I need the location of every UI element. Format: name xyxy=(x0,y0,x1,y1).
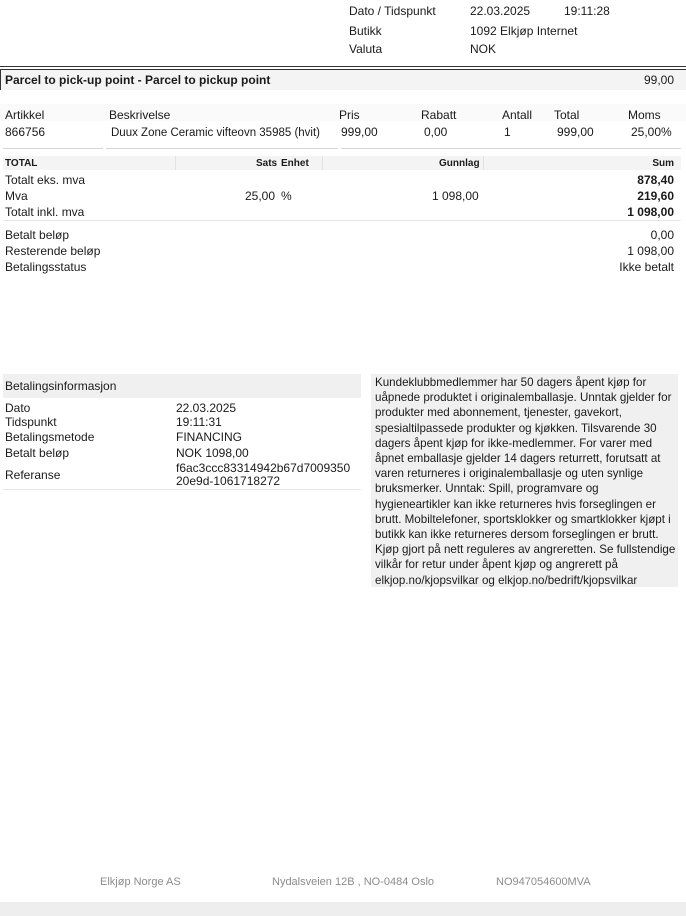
row-discount: 0,00 xyxy=(424,125,448,139)
totals-header-bg xyxy=(3,156,681,170)
divider xyxy=(483,156,484,170)
vat-rate: 25,00 xyxy=(245,189,276,203)
remaining-label: Resterende beløp xyxy=(5,244,101,258)
col-article: Artikkel xyxy=(5,108,45,122)
footer-org-number: NO947054600MVA xyxy=(496,876,591,888)
payment-info-title: Betalingsinformasjon xyxy=(5,379,117,393)
divider xyxy=(106,148,338,149)
pi-reference-label: Referanse xyxy=(5,468,61,482)
remaining-value: 1 098,00 xyxy=(627,244,674,258)
divider xyxy=(322,156,323,170)
divider xyxy=(3,220,681,221)
currency-label: Valuta xyxy=(349,42,383,56)
vat-basis: 1 098,00 xyxy=(432,189,479,203)
footer-company: Elkjøp Norge AS xyxy=(100,876,181,888)
row-article: 866756 xyxy=(5,125,46,139)
paid-label: Betalt beløp xyxy=(5,228,70,242)
pi-date: 22.03.2025 xyxy=(176,401,237,415)
paid-value: 0,00 xyxy=(650,228,674,242)
col-price: Pris xyxy=(339,108,360,122)
return-policy-text: Kundeklubbmedlemmer har 50 dagers åpent kjøp for uåpnede produktet i originalemballasje. Unntak gjelder for produkter med abonnement, tjenester, gavekort, spesialtilpassede produkter og kjøkken. Tilsvarende 30 dagers åpent kjøp for ikke-medlemmer. For varer med åpnet emballasje gjelder 14 dagers returrett, forutsatt at varen returneres i originalemballasje og uten synlige bruksmerker. Unntak: Spill, programvare og hygieneartikler kan ikke returneres hvis forseglingen er brutt. Mobiltelefoner, sportsklokker og smartklokker kjøpt i butikk kan ikke returneres dersom forseglingen er brutt. Kjøp gjort på nett reguleres av angreretten. Se fullstendige vilkår for retur under åpent kjøp og angrerett på elkjop.no/kjopsvilkar og elkjop.no/bedrift/kjopsvilkar xyxy=(375,376,676,587)
excl-vat-label: Totalt eks. mva xyxy=(5,173,86,187)
vat-unit: % xyxy=(281,189,292,203)
row-vat: 25,00% xyxy=(631,125,672,139)
store-value: 1092 Elkjøp Internet xyxy=(470,24,578,38)
divider xyxy=(0,70,1,90)
col-total: Total xyxy=(554,108,580,122)
pi-paid-label: Betalt beløp xyxy=(5,446,70,460)
col-discount: Rabatt xyxy=(421,108,457,122)
divider xyxy=(0,66,686,67)
col-description: Beskrivelse xyxy=(109,108,171,122)
date-time-label: Dato / Tidspunkt xyxy=(349,4,436,18)
col-vat: Moms xyxy=(628,108,661,122)
totals-header-unit: Enhet xyxy=(281,158,309,169)
row-total: 999,00 xyxy=(557,125,594,139)
pi-reference-line2: 20e9d-1061718272 xyxy=(176,474,281,488)
currency-value: NOK xyxy=(470,42,497,56)
pi-reference-line1: f6ac3ccc83314942b67d7009350 xyxy=(176,461,351,475)
pi-method: FINANCING xyxy=(176,430,242,444)
vat-sum: 219,60 xyxy=(637,189,674,203)
col-quantity: Antall xyxy=(502,108,533,122)
store-label: Butikk xyxy=(349,24,382,38)
pi-paid: NOK 1098,00 xyxy=(176,446,249,460)
footer-address: Nydalsveien 12B , NO-0484 Oslo xyxy=(272,876,435,888)
pi-method-label: Betalingsmetode xyxy=(5,430,95,444)
header-time: 19:11:28 xyxy=(564,4,610,18)
shipping-amount: 99,00 xyxy=(643,73,674,87)
excl-vat-value: 878,40 xyxy=(637,173,674,187)
vat-label: Mva xyxy=(5,189,28,203)
divider xyxy=(3,489,361,490)
status-value: Ikke betalt xyxy=(619,260,674,274)
divider xyxy=(175,156,176,170)
header-date: 22.03.2025 xyxy=(470,4,531,18)
status-label: Betalingsstatus xyxy=(5,260,87,274)
bottom-bar xyxy=(0,902,686,916)
totals-header-total: TOTAL xyxy=(5,158,38,169)
pi-time: 19:11:31 xyxy=(176,415,222,429)
incl-vat-label: Totalt inkl. mva xyxy=(5,205,85,219)
row-price: 999,00 xyxy=(341,125,378,139)
totals-header-sum: Sum xyxy=(652,158,674,169)
pi-time-label: Tidspunkt xyxy=(5,415,57,429)
shipping-title: Parcel to pick-up point - Parcel to pickup point xyxy=(5,73,271,87)
totals-header-basis: Gunnlag xyxy=(439,158,480,169)
divider xyxy=(341,148,681,149)
totals-header-rate: Sats xyxy=(256,158,278,169)
incl-vat-value: 1 098,00 xyxy=(627,205,674,219)
divider xyxy=(3,148,103,149)
row-description: Duux Zone Ceramic vifteovn 35985 (hvit) xyxy=(111,127,321,139)
pi-date-label: Dato xyxy=(5,401,31,415)
row-quantity: 1 xyxy=(504,125,511,139)
